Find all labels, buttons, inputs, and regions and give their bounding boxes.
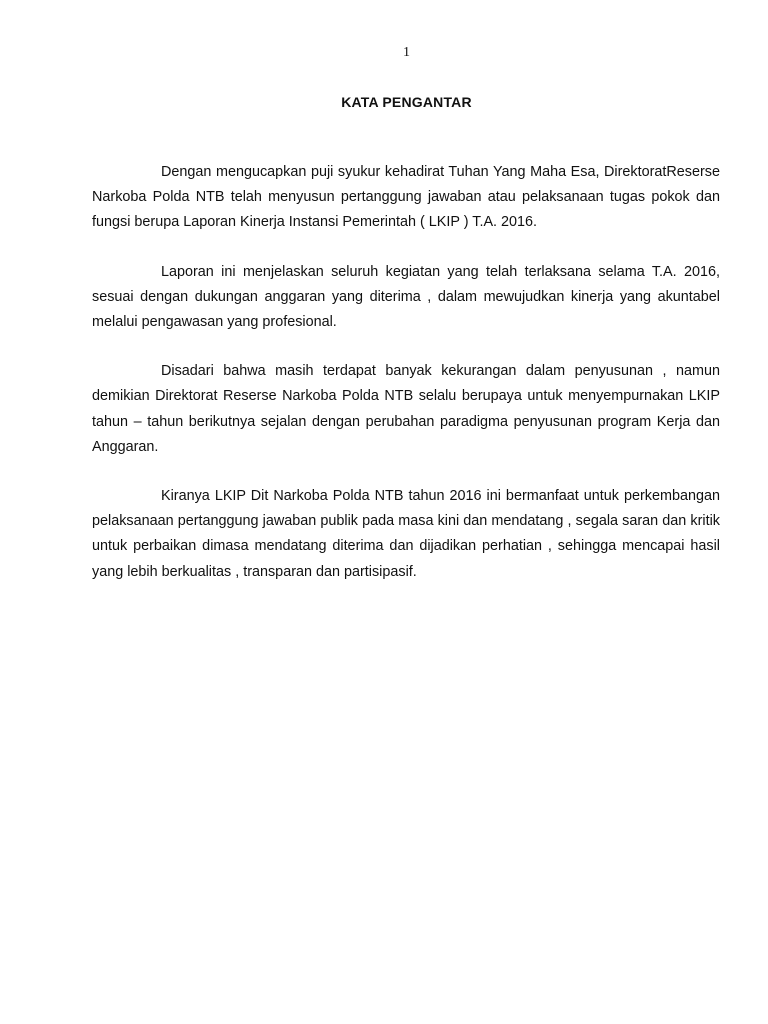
paragraph-2: Laporan ini menjelaskan seluruh kegiatan yang telah terlaksana selama T.A. 2016, sesuai dengan dukungan anggaran yang diterima , dalam mewujudkan kinerja yang akuntabel melalui pengawasan yang profesional. (92, 263, 720, 331)
page-title: KATA PENGANTAR (341, 94, 472, 110)
page-number: 1 (403, 45, 410, 60)
paragraph-4: Kiranya LKIP Dit Narkoba Polda NTB tahun 2016 ini bermanfaat untuk perkembangan pelaksanaan pertanggung jawaban publik pada masa kini dan mendatang , segala saran dan kritik untuk perbaikan dimasa mendatang diterima dan dijadikan perhatian , sehingga mencapai hasil yang lebih berkualitas , transparan dan partisipasif. (92, 488, 720, 580)
paragraph-3: Disadari bahwa masih terdapat banyak kekurangan dalam penyusunan , namun demikian Direktorat Reserse Narkoba Polda NTB selalu berupaya untuk menyempurnakan LKIP tahun – tahun berikutnya sejalan dengan perubahan paradigma penyusunan program Kerja dan Anggaran. (92, 363, 720, 455)
body-text (92, 160, 720, 609)
paragraph-1: Dengan mengucapkan puji syukur kehadirat Tuhan Yang Maha Esa, DirektoratReserse Narkoba Polda NTB telah menyusun pertanggung jawaban atau pelaksanaan tugas pokok dan fungsi berupa Laporan Kinerja Instansi Pemerintah ( LKIP ) T.A. 2016. (92, 164, 720, 231)
